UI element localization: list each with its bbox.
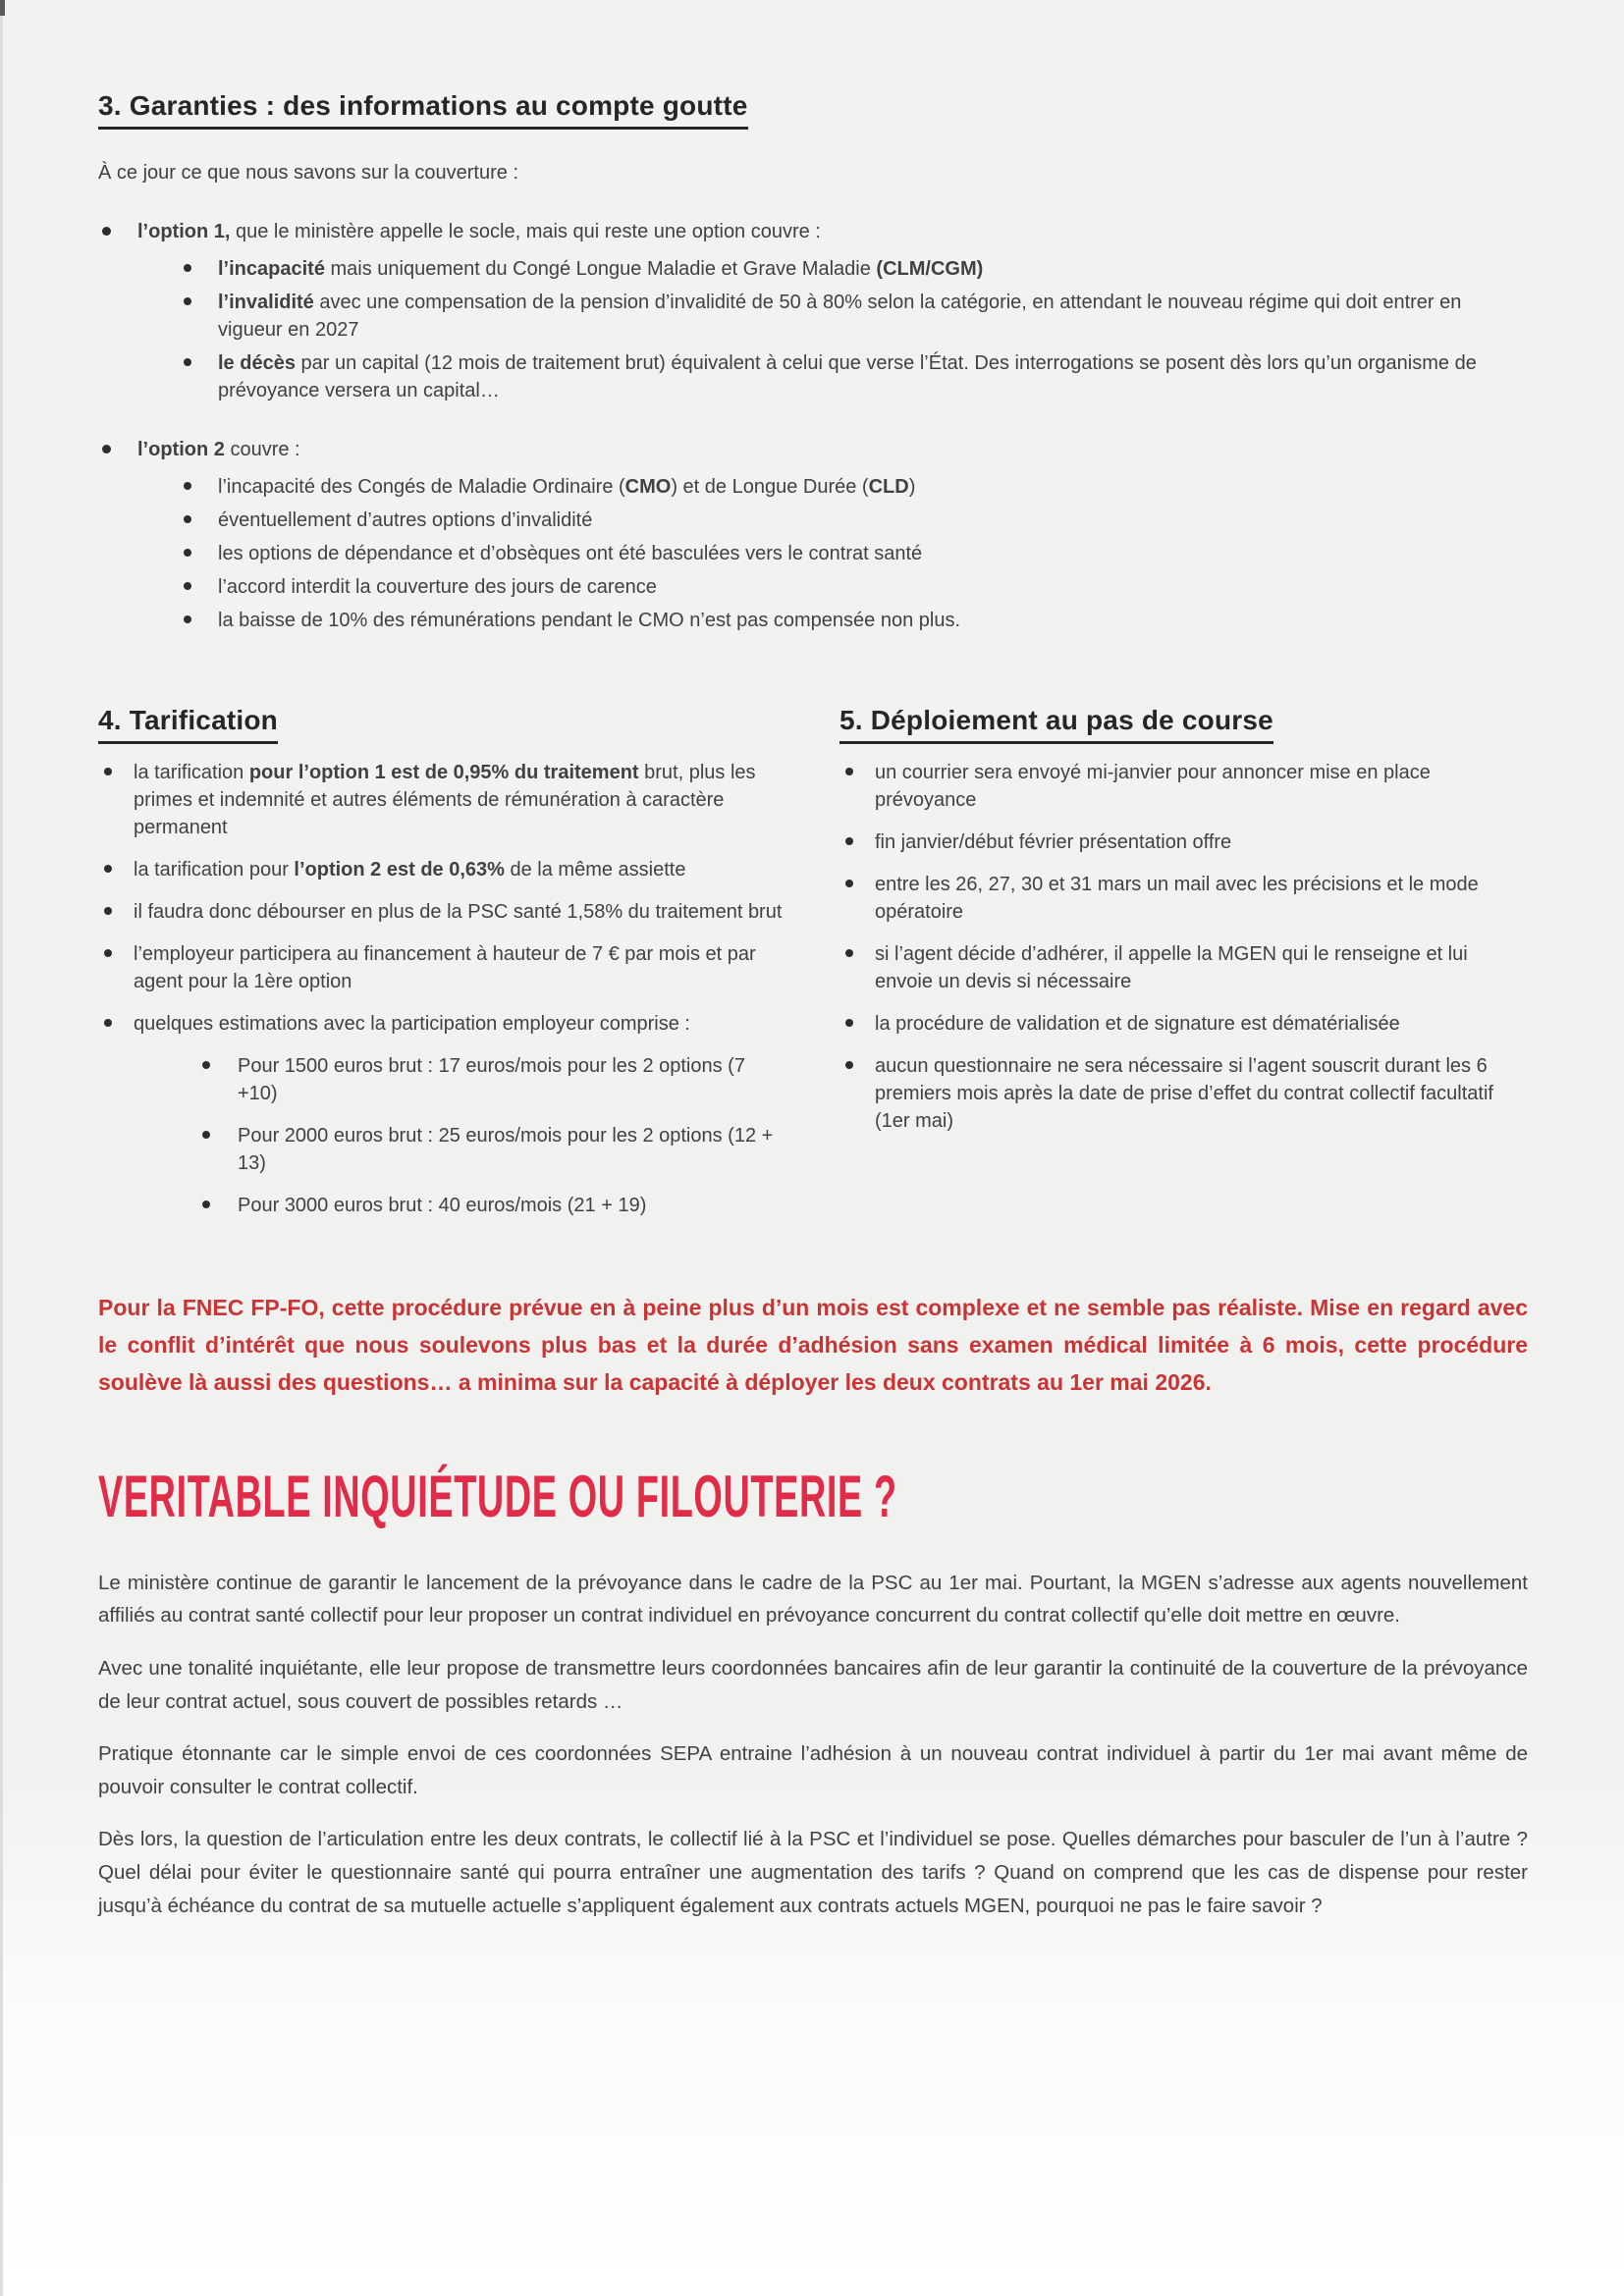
item-text: la tarification pour xyxy=(134,859,295,881)
list-item-estimation-3000: Pour 3000 euros brut : 40 euros/mois (21 + 19) xyxy=(198,1192,783,1219)
list-item: entre les 26, 27, 30 et 31 mars un mail avec les précisions et le mode opératoire xyxy=(839,871,1528,926)
section-garanties-heading xyxy=(98,90,1528,130)
list-item xyxy=(181,349,1528,404)
list-item xyxy=(98,898,783,926)
item-text: la baisse de 10% des rémunérations pendant le CMO n’est pas compensée non plus. xyxy=(218,610,961,631)
deploiement-list xyxy=(839,759,1528,1135)
term-cmo: CMO xyxy=(624,476,672,498)
item-text: l’incapacité des Congés de Maladie Ordinaire ( xyxy=(218,476,625,498)
section-tarification-heading-text: 4. Tarification xyxy=(98,705,278,744)
two-column-section xyxy=(98,705,1528,1219)
list-item xyxy=(181,507,1528,534)
paragraph-ministere: Le ministère continue de garantir le lancement de la prévoyance dans le cadre de la PSC au 1er mai. Pourtant, la MGEN s’adresse aux agents nouvellement affiliés au contrat santé collectif pour leur proposer un contrat individuel en prévoyance concurrent du contrat collectif qu’elle doit mettre en œuvre. xyxy=(98,1571,1528,1628)
option1-sublist xyxy=(137,255,1528,404)
section-deploiement-heading xyxy=(839,705,1528,744)
list-item-option1 xyxy=(98,218,1528,404)
main-question-heading xyxy=(98,1463,1528,1533)
item-text: l’accord interdit la couverture des jours de carence xyxy=(218,576,657,598)
list-item-estimation-1500: Pour 1500 euros brut : 17 euros/mois pour les 2 options (7 +10) xyxy=(198,1052,783,1107)
paragraph-articulation: Dès lors, la question de l’articulation entre les deux contrats, le collectif lié à la PSC et l’individuel se pose. Quelles démarches pour basculer de l’un à l’autre ? Quel délai pour éviter le questionnaire santé qui pourra entraîner une augmentation des tarifs ? Quand on comprend que les cas de dispense pour rester jusqu’à échéance du contrat de sa mutuelle actuelle s’appliquent également aux contrats actuels MGEN, pourquoi ne pas le faire savoir ? xyxy=(98,1828,1528,1917)
list-item xyxy=(98,856,783,883)
option2-text: couvre : xyxy=(224,439,300,460)
garanties-intro: À ce jour ce que nous savons sur la couverture : xyxy=(98,162,519,184)
option1-text: que le ministère appelle le socle, mais qui reste une option couvre : xyxy=(230,221,821,242)
section-garanties xyxy=(98,90,1528,634)
item-text: les options de dépendance et d’obsèques ont été basculées vers le contrat santé xyxy=(218,543,923,564)
list-item: aucun questionnaire ne sera nécessaire si l’agent souscrit durant les 6 premiers mois après la date de prise d’effet du contrat collectif facultatif (1er mai) xyxy=(839,1052,1528,1135)
item-text: quelques estimations avec la participation employeur comprise : xyxy=(134,1013,690,1035)
list-item xyxy=(181,607,1528,634)
item-text: la tarification xyxy=(134,762,249,783)
list-item: la procédure de validation et de signature est dématérialisée xyxy=(839,1010,1528,1038)
term-incapacite: l’incapacité xyxy=(218,258,325,280)
list-item: si l’agent décide d’adhérer, il appelle la MGEN qui le renseigne et lui envoie un devis si nécessaire xyxy=(839,940,1528,995)
item-text: par un capital (12 mois de traitement brut) équivalent à celui que verse l’État. Des interrogations se posent dès lors qu’un organisme de prévoyance versera un capital… xyxy=(218,352,1477,401)
list-item xyxy=(98,759,783,841)
list-item xyxy=(98,940,783,995)
item-text: il faudra donc débourser en plus de la PSC santé 1,58% du traitement brut xyxy=(134,901,783,923)
term-clm-cgm: (CLM/CGM) xyxy=(876,258,984,280)
item-text: ) et de Longue Durée ( xyxy=(671,476,869,498)
tarification-list xyxy=(98,759,783,1219)
list-item xyxy=(181,540,1528,567)
section-tarification-heading xyxy=(98,705,783,744)
item-text: mais uniquement du Congé Longue Maladie et Grave Maladie xyxy=(324,258,877,280)
list-item xyxy=(181,473,1528,501)
scan-corner-mark xyxy=(0,0,5,16)
tarif-option2-rate: l’option 2 est de 0,63% xyxy=(294,859,505,881)
list-item-estimation-2000: Pour 2000 euros brut : 25 euros/mois pour les 2 options (12 + 13) xyxy=(198,1122,783,1177)
item-text: brut, plus les primes et indemnité et autres éléments de rémunération à caractère permanent xyxy=(134,762,756,838)
item-text: l’employeur participera au financement à hauteur de 7 € par mois et par agent pour la 1ère option xyxy=(134,943,756,992)
list-item xyxy=(181,289,1528,344)
list-item-option2 xyxy=(98,436,1528,634)
list-item: un courrier sera envoyé mi-janvier pour annoncer mise en place prévoyance xyxy=(839,759,1528,814)
section-garanties-heading-text: 3. Garanties : des informations au compte goutte xyxy=(98,90,748,130)
closing-paragraphs xyxy=(98,1567,1528,1922)
estimations-sublist xyxy=(134,1052,783,1219)
option2-sublist xyxy=(137,473,1528,634)
section-deploiement-heading-text: 5. Déploiement au pas de course xyxy=(839,705,1273,744)
term-cld: CLD xyxy=(868,476,909,498)
term-deces: le décès xyxy=(218,352,296,374)
paragraph-sepa: Pratique étonnante car le simple envoi de ces coordonnées SEPA entraine l’adhésion à un nouveau contrat individuel à partir du 1er mai avant même de pouvoir consulter le contrat collectif. xyxy=(98,1742,1528,1798)
main-question-heading-text: VERITABLE INQUIÉTUDE OU FILOUTERIE ? xyxy=(98,1463,897,1529)
list-item: fin janvier/début février présentation offre xyxy=(839,828,1528,856)
item-text: ) xyxy=(908,476,916,498)
list-item xyxy=(98,1010,783,1219)
option1-label: l’option 1, xyxy=(137,221,231,242)
paragraph-tonalite: Avec une tonalité inquiétante, elle leur propose de transmettre leurs coordonnées bancaires afin de leur garantir la continuité de la couverture de la prévoyance de leur contrat actuel, sous couvert de possibles retards … xyxy=(98,1657,1528,1713)
item-text: avec une compensation de la pension d’invalidité de 50 à 80% selon la catégorie, en attendant le nouveau régime qui doit entrer en vigueur en 2027 xyxy=(218,292,1462,341)
option2-label: l’option 2 xyxy=(137,439,225,460)
item-text: éventuellement d’autres options d’invalidité xyxy=(218,509,593,531)
section-deploiement xyxy=(839,705,1528,1219)
list-item xyxy=(181,573,1528,601)
fnec-alert-paragraph: Pour la FNEC FP-FO, cette procédure prévue en à peine plus d’un mois est complexe et ne semble pas réaliste. Mise en regard avec le conflit d’intérêt que nous soulevons plus bas et la durée d’adhésion sans examen médical limitée à 6 mois, cette procédure soulève là aussi des questions… a minima sur la capacité à déployer les deux contrats au 1er mai 2026. xyxy=(98,1295,1528,1395)
term-invalidite: l’invalidité xyxy=(218,292,314,313)
item-text: de la même assiette xyxy=(504,859,686,881)
scan-edge xyxy=(0,0,3,2296)
garanties-options-list xyxy=(98,218,1528,634)
section-tarification xyxy=(98,705,783,1219)
list-item xyxy=(181,255,1528,283)
tarif-option1-rate: pour l’option 1 est de 0,95% du traitement xyxy=(248,762,639,783)
